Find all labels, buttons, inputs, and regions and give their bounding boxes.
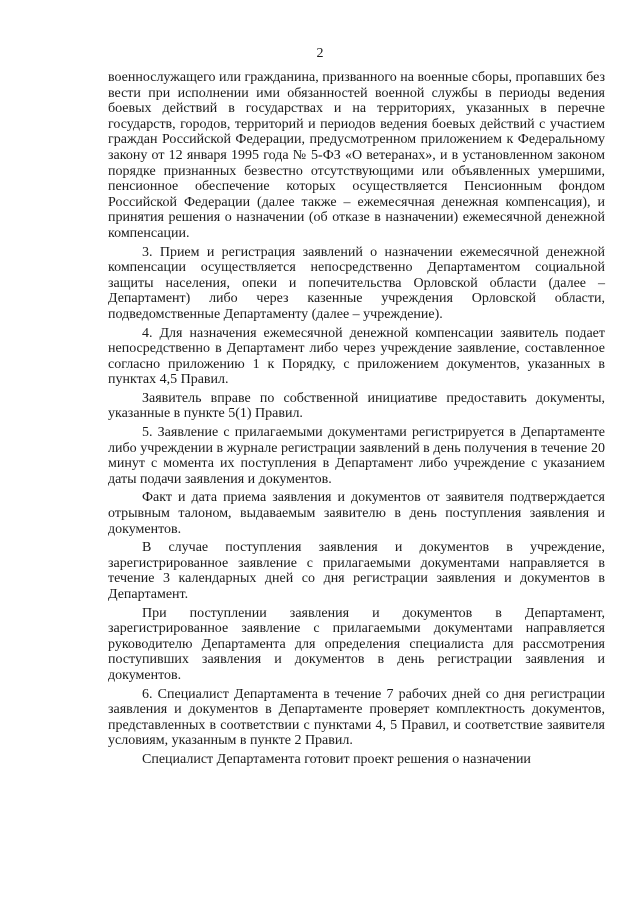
- page-number: 2: [316, 46, 324, 61]
- paragraph-3-reception: 3. Прием и регистрация заявлений о назначении ежемесячной денежной компенсации осуществляется непосредственно Департаментом социальной защиты населения, опеки и попечительства Орловской области (далее – Департамент) либо через казенные учреждения Орловской области, подведомственные Департаменту (далее – учреждение).: [108, 244, 605, 322]
- paragraph-5-registration: 5. Заявление с прилагаемыми документами регистрируется в Департаменте либо учреждении в журнале регистрации заявлений в день получения в течение 20 минут с момента их поступления в Департамент либо учреждение с указанием даты подачи заявления и документов.: [108, 425, 605, 487]
- paragraph-4-application: 4. Для назначения ежемесячной денежной компенсации заявитель подает непосредственно в Департамент либо через учреждение заявление, составленное согласно приложению 1 к Порядку, с приложением документов, указанных в пунктах 4,5 Правил.: [108, 325, 605, 388]
- paragraph-intro-continuation: военнослужащего или гражданина, призванного на военные сборы, пропавших без вести при исполнении ими обязанностей военной службы в периоды ведения боевых действий в государствах и на территориях, указанных в перечне государств, городов, территорий и периодов ведения боевых действий с участием граждан Российской Федерации, предусмотренном приложением к Федеральному закону от 12 января 1995 года № 5-ФЗ «О ветеранах», и в установленном законом порядке признанных безвестно отсутствующими или объявленных умершими, пенсионное обеспечение которых осуществляется Пенсионным фондом Российской Федерации (далее также – ежемесячная денежная компенсация), и принятия решения о назначении (об отказе в назначении) ежемесячной денежной компенсации.: [108, 70, 605, 241]
- paragraph-decision-draft: Специалист Департамента готовит проект решения о назначении: [142, 751, 531, 767]
- paragraph-institution-forwarding: В случае поступления заявления и документов в учреждение, зарегистрированное заявление с прилагаемыми документами направляется в течение 3 календарных дней со дня регистрации заявления и документов в Департамент.: [108, 540, 605, 602]
- paragraph-department-forwarding: При поступлении заявления и документов в Департамент, зарегистрированное заявление с прилагаемыми документами направляется руководителю Департамента для определения специалиста для рассмотрения поступивших заявления и документов в день регистрации заявления и документов.: [108, 605, 605, 683]
- document-body: [108, 70, 605, 768]
- paragraph-receipt-confirmation: Факт и дата приема заявления и документов от заявителя подтверждается отрывным талоном, выдаваемым заявителю в день поступления заявления и документов.: [108, 490, 605, 537]
- paragraph-applicant-right: Заявитель вправе по собственной инициативе предоставить документы, указанные в пункте 5(1) Правил.: [108, 390, 605, 422]
- paragraph-6-verification: 6. Специалист Департамента в течение 7 рабочих дней со дня регистрации заявления и документов в Департаменте проверяет комплектность документов, представленных в соответствии с пунктами 4, 5 Правил, и соответствие заявителя условиям, указанным в пункте 2 Правил.: [108, 686, 605, 749]
